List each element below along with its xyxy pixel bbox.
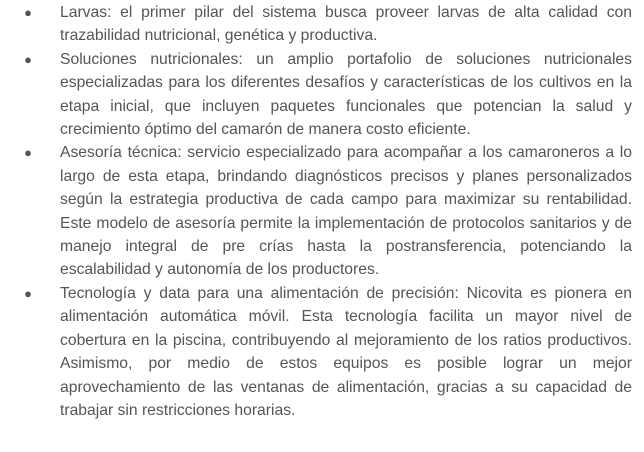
list-item-text: Soluciones nutricionales: un amplio portafolio de soluciones nutricionales especializadas para los diferentes desafíos y características de los cultivos en la etapa inicial, que incluyen paquetes funcionales que potencian la salud y crecimiento óptimo del camarón de manera costo eficiente. <box>60 50 632 139</box>
list-item-asesoria-tecnica <box>0 141 644 281</box>
bullet-list <box>0 1 644 422</box>
list-item-tecnologia-y-data <box>0 282 644 422</box>
bullet-icon: ● <box>24 5 32 20</box>
document-body <box>0 1 644 422</box>
list-item-text: Asesoría técnica: servicio especializado para acompañar a los camaroneros a lo largo de esta etapa, brindando diagnósticos precisos y planes personalizados según la estrategia productiva de cada campo para maximizar su rentabilidad. Este modelo de asesoría permite la implementación de protocolos sanitarios y de manejo integral de pre crías hasta la postransferencia, potenciando la escalabilidad y autonomía de los productores. <box>60 144 632 279</box>
list-item-soluciones-nutricionales <box>0 48 644 142</box>
list-item-larvas <box>0 1 644 48</box>
list-item-text: Tecnología y data para una alimentación de precisión: Nicovita es pionera en alimentación automática móvil. Esta tecnología facilita un mayor nivel de cobertura en la piscina, contribuyendo al mejoramiento de los ratios productivos. Asimismo, por medio de estos equipos es posible lograr un mejor aprovechamiento de las ventanas de alimentación, gracias a su capacidad de trabajar sin restricciones horarias. <box>60 284 632 419</box>
bullet-icon: ● <box>24 145 32 161</box>
bullet-icon: ● <box>24 51 32 67</box>
list-item-text: Larvas: el primer pilar del sistema busca proveer larvas de alta calidad con trazabilidad nutricional, genética y productiva. <box>60 4 632 45</box>
bullet-icon: ● <box>24 285 32 301</box>
